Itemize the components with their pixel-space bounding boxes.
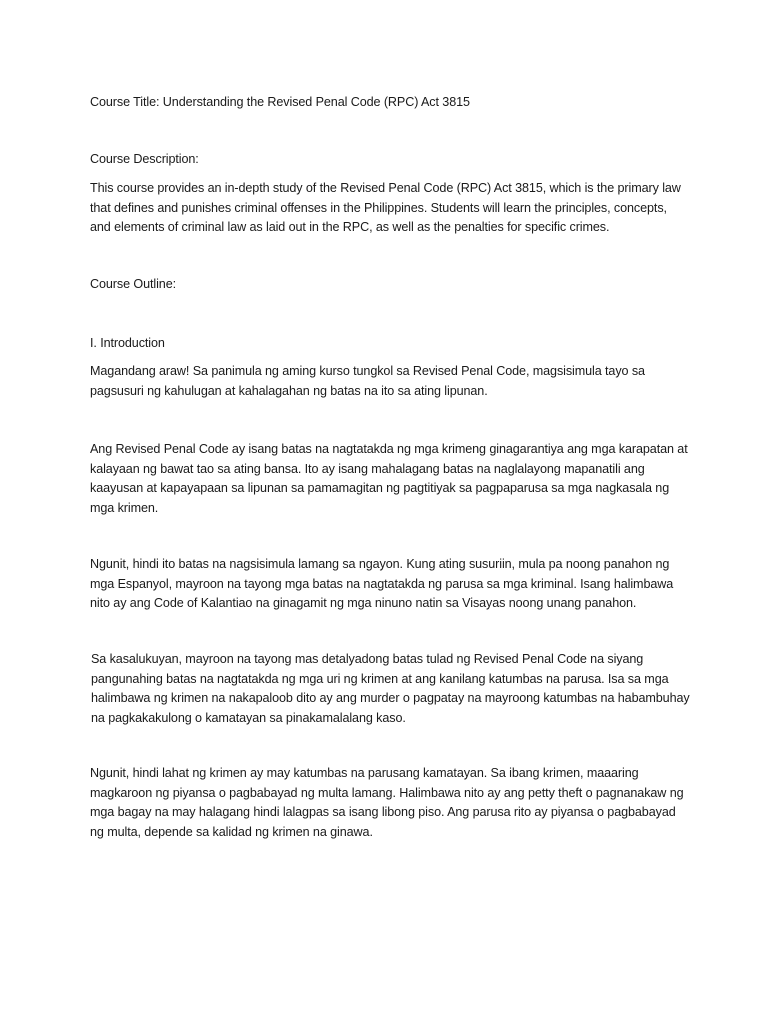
paragraph: Ngunit, hindi lahat ng krimen ay may katumbas na parusang kamatayan. Sa ibang krimen, maaaring magkaroon ng piyansa o pagbabayad ng multa lamang. Halimbawa nito ay ang petty theft o pagnanakaw ng mga bagay na may halagang hindi lalagpas sa isang libong piso. Ang parusa rito ay piyansa o pagbabayad ng multa, depende sa kalidad ng krimen na ginawa. <box>90 766 684 839</box>
paragraph: Sa kasalukuyan, mayroon na tayong mas detalyadong batas tulad ng Revised Penal Code na siyang pangunahing batas na nagtatakda ng mga uri ng krimen at ang kanilang katumbas na parusa. Isa sa mga halimbawa ng krimen na nakapaloob dito ay ang murder o pagpatay na mayroong katumbas na habambuhay na pagkakakulong o kamatayan sa pinakamalalang kaso. <box>91 652 690 725</box>
course-outline-heading: Course Outline: <box>90 277 176 291</box>
paragraph: Ang Revised Penal Code ay isang batas na nagtatakda ng mga krimeng ginagarantiya ang mga karapatan at kalayaan ng bawat tao sa ating bansa. Ito ay isang mahalagang batas na naglalayong mapanatili ang kaayusan at kapayapaan sa lipunan sa pamamagitan ng pagtitiyak sa pagpaparusa sa mga nagkasala ng mga krimen. <box>90 442 688 515</box>
course-description-heading: Course Description: <box>90 152 199 166</box>
course-title: Course Title: Understanding the Revised Penal Code (RPC) Act 3815 <box>90 95 470 109</box>
course-description-text: This course provides an in-depth study of the Revised Penal Code (RPC) Act 3815, which is the primary law that defines and punishes criminal offenses in the Philippines. Students will learn the principles, concepts, and elements of criminal law as laid out in the RPC, as well as the penalties for specific crimes. <box>90 181 681 234</box>
paragraph: Ngunit, hindi ito batas na nagsisimula lamang sa ngayon. Kung ating susuriin, mula pa noong panahon ng mga Espanyol, mayroon na tayong mga batas na nagtatakda ng parusa sa mga kriminal. Isang halimbawa nito ay ang Code of Kalantiao na ginagamit ng mga ninuno natin sa Visayas noong unang panahon. <box>90 557 674 610</box>
section-heading-introduction: I. Introduction <box>90 336 165 350</box>
paragraph: Magandang araw! Sa panimula ng aming kurso tungkol sa Revised Penal Code, magsisimula tayo sa pagsusuri ng kahulugan at kahalagahan ng batas na ito sa ating lipunan. <box>90 364 645 398</box>
